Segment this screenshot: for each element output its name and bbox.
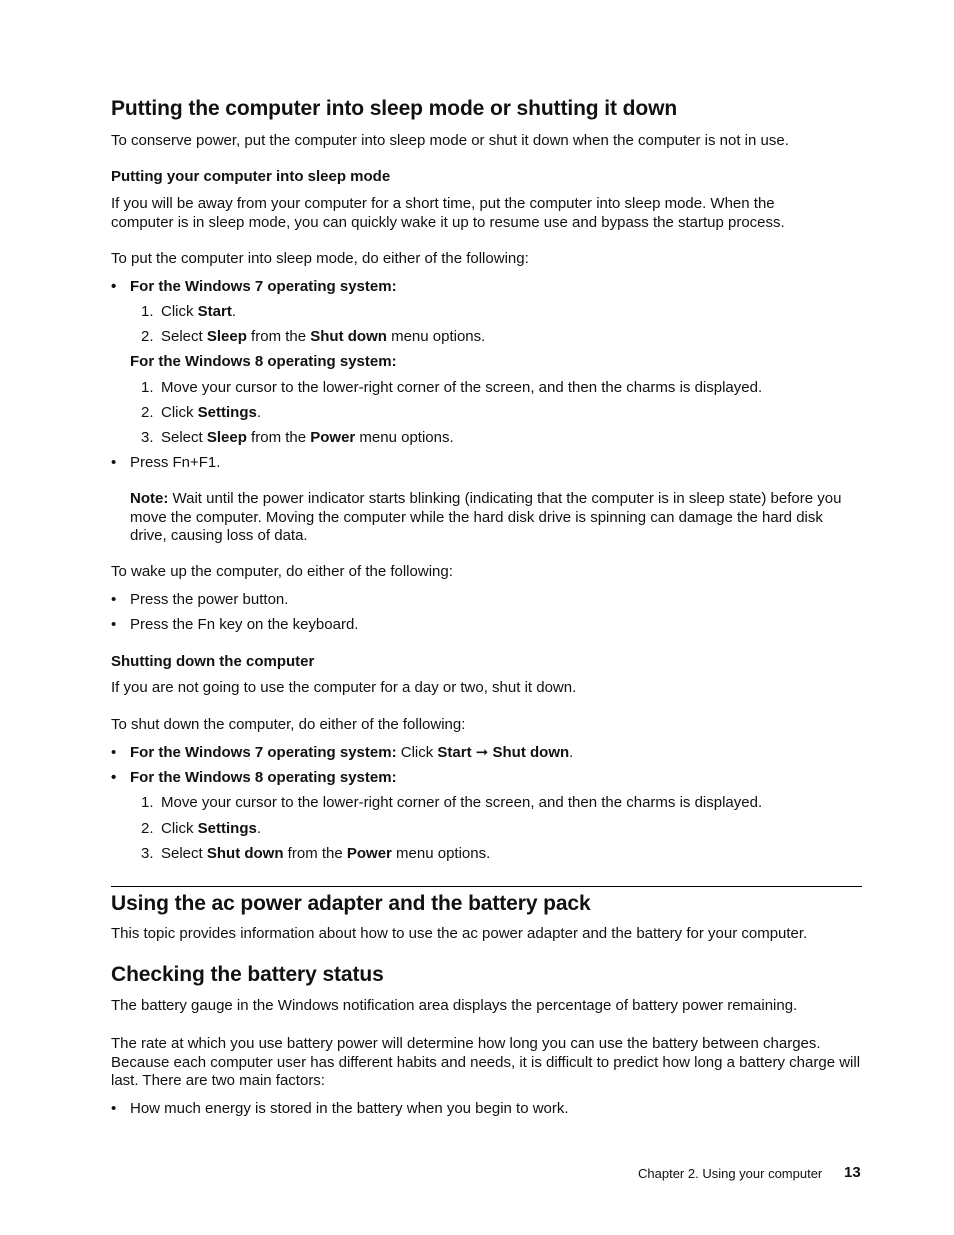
step-shutdown-win8-3: 3. Select Shut down from the Power menu options.: [141, 845, 491, 862]
paragraph-shutdown-intro: If you are not going to use the computer for a day or two, shut it down.: [111, 679, 577, 696]
bullet-battery-energy: • How much energy is stored in the battery when you begin to work.: [130, 1100, 569, 1119]
paragraph-ac-adapter: This topic provides information about how to use the ac power adapter and the battery for your computer.: [111, 925, 808, 942]
section-title-battery-status: Checking the battery status: [111, 963, 384, 986]
subheading-sleep-mode: Putting your computer into sleep mode: [111, 168, 391, 185]
paragraph-battery-gauge: The battery gauge in the Windows notification area displays the percentage of battery power remaining.: [111, 997, 798, 1014]
win8-label: For the Windows 8 operating system:: [130, 353, 397, 370]
step-win7-1: 1. Click Start.: [141, 303, 237, 320]
bullet-wake-fn: • Press the Fn key on the keyboard.: [130, 616, 358, 635]
paragraph-sleep-howto: To put the computer into sleep mode, do either of the following:: [111, 250, 529, 267]
step-shutdown-win8-2: 2. Click Settings.: [141, 820, 262, 837]
step-win7-2: 2. Select Sleep from the Shut down menu options.: [141, 328, 486, 345]
section-title-sleep-shutdown: Putting the computer into sleep mode or shutting it down: [111, 97, 678, 120]
step-win8-2: 2. Click Settings.: [141, 404, 262, 421]
section-intro: To conserve power, put the computer into sleep mode or shut it down when the computer is not in use.: [111, 132, 789, 149]
step-win8-1: 1. Move your cursor to the lower-right corner of the screen, and then the charms is displayed.: [141, 379, 763, 396]
footer-chapter: Chapter 2. Using your computer: [638, 1166, 823, 1181]
paragraph-battery-rate: The rate at which you use battery power will determine how long you can use the battery between charges. Because each computer user has different habits and needs, it is difficult to predict how long a battery charge will last. There are two main factors:: [111, 1035, 861, 1089]
section-title-ac-adapter: Using the ac power adapter and the battery pack: [111, 892, 591, 915]
bullet-win7-label: • For the Windows 7 operating system:: [130, 278, 397, 297]
step-shutdown-win8-1: 1. Move your cursor to the lower-right corner of the screen, and then the charms is displayed.: [141, 794, 763, 811]
note-block: Note: Wait until the power indicator starts blinking (indicating that the computer is in sleep state) before you move the computer. Moving the computer while the hard disk drive is spinning can damage the hard disk drive, causing loss of data.: [130, 490, 842, 544]
page-number: 13: [844, 1164, 861, 1181]
bullet-fn-f1: • Press Fn+F1.: [130, 454, 220, 473]
subheading-shutdown: Shutting down the computer: [111, 653, 315, 670]
step-win8-3: 3. Select Sleep from the Power menu options.: [141, 429, 454, 446]
paragraph-shutdown-howto: To shut down the computer, do either of the following:: [111, 716, 466, 733]
paragraph-sleep-intro: If you will be away from your computer for a short time, put the computer into sleep mode. When the computer is in sleep mode, you can quickly wake it up to resume use and bypass the startup process.: [111, 195, 785, 231]
bullet-shutdown-win8: • For the Windows 8 operating system:: [130, 769, 397, 788]
arrow-icon: ➞: [471, 744, 493, 761]
section-divider: [111, 886, 862, 887]
paragraph-wake-intro: To wake up the computer, do either of the following:: [111, 563, 453, 580]
bullet-wake-power: • Press the power button.: [130, 591, 288, 610]
bullet-shutdown-win7: • For the Windows 7 operating system: Click Start ➞ Shut down.: [130, 744, 573, 763]
